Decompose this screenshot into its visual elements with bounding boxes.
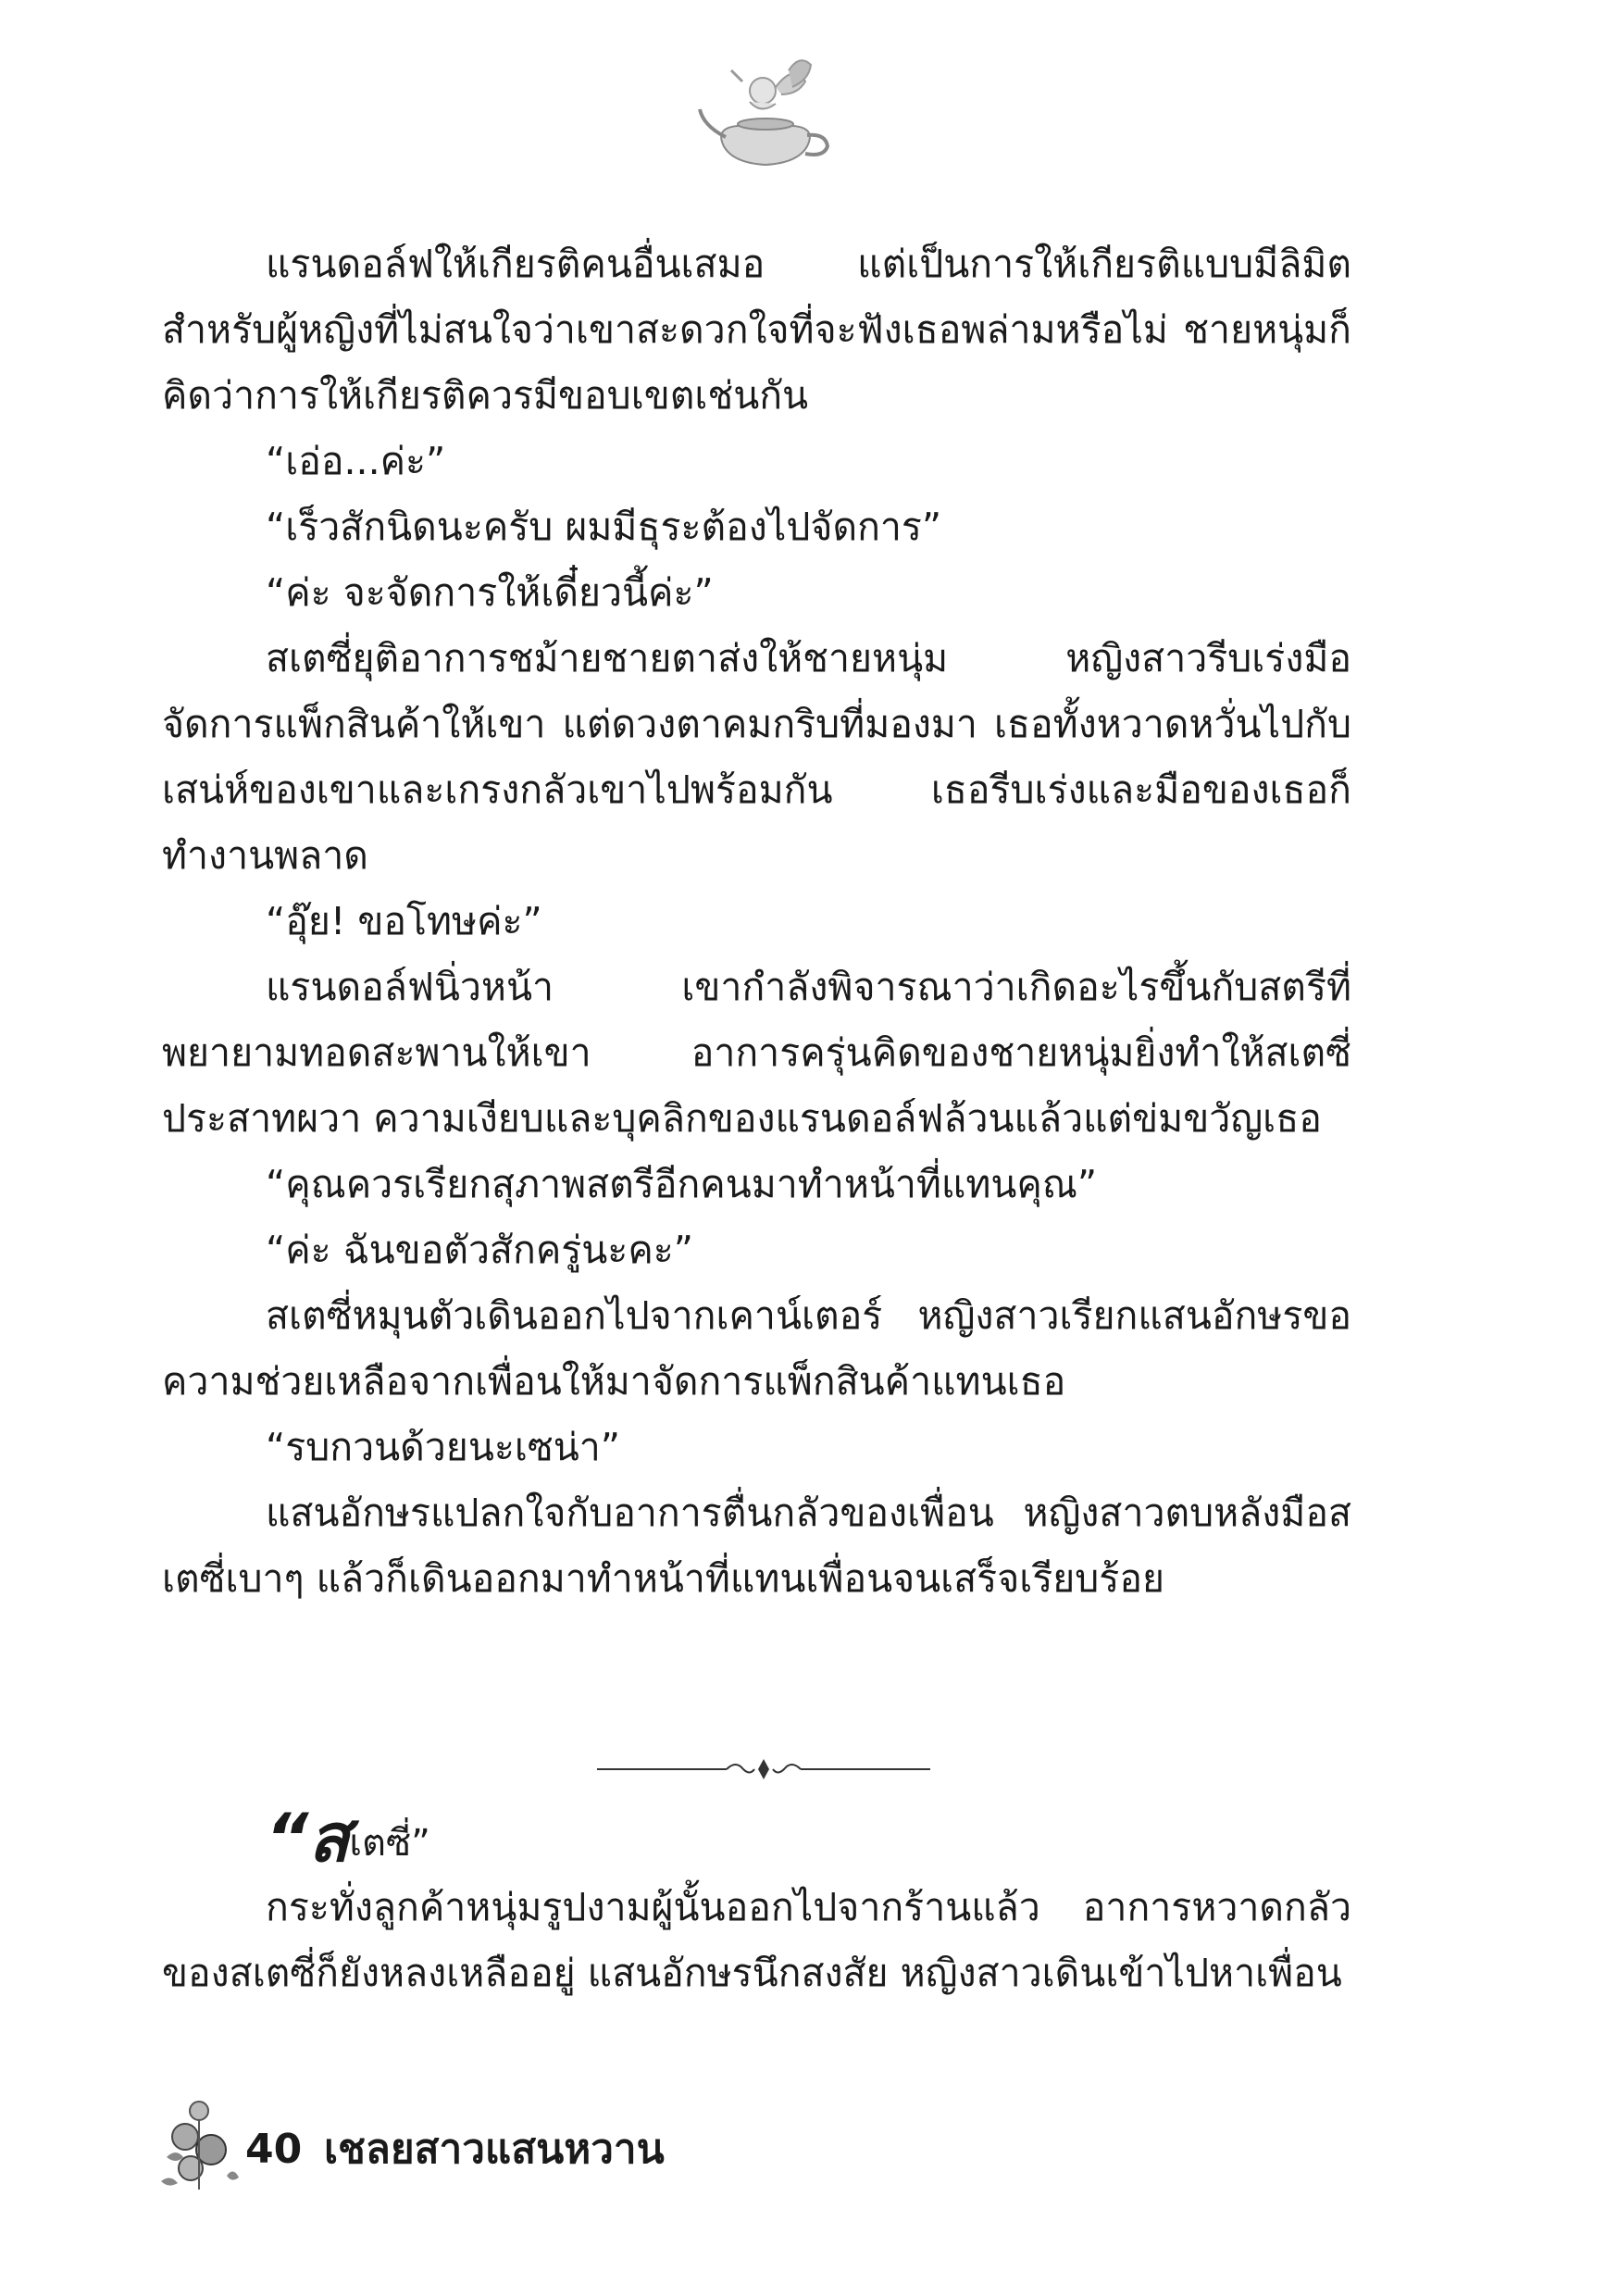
scene-divider-icon [597,1755,930,1783]
paragraph: แสนอักษรแปลกใจกับอาการตื่นกลัวของเพื่อน หญิงสาวตบหลังมือสเตซี่เบาๆ แล้วก็เดินออกมาทำหน้าที่แทนเพื่อนจนเสร็จเรียบร้อย [162,1491,1351,1601]
rose-ornament-icon [157,2092,241,2194]
body-text-continued [162,1875,1351,2006]
dialogue-line: “คุณควรเรียกสุภาพสตรีอีกคนมาทำหน้าที่แทนคุณ” [266,1162,1098,1206]
paragraph: แรนดอล์ฟให้เกียรติคนอื่นเสมอ แต่เป็นการให้เกียรติแบบมีลิมิตสำหรับผู้หญิงที่ไม่สนใจว่าเขาสะดวกใจที่จะฟังเธอพล่ามหรือไม่ ชายหนุ่มก็คิดว่าการให้เกียรติควรมีขอบเขตเช่นกัน [162,242,1351,418]
page-footer [157,2092,805,2194]
dialogue-line: “เอ่อ...ค่ะ” [266,439,446,483]
page-number: 40 [245,2126,303,2173]
dialogue-line: “รบกวนด้วยนะเซน่า” [266,1425,621,1469]
section-opening-rest: เตซี่” [349,1822,430,1865]
body-text [162,231,1351,1612]
section-opening [266,1799,430,1877]
drop-cap: “ส [266,1799,350,1877]
paragraph: สเตซี่หมุนตัวเดินออกไปจากเคาน์เตอร์ หญิงสาวเรียกแสนอักษรขอความช่วยเหลือจากเพื่อนให้มาจัดการแพ็กสินค้าแทนเธอ [162,1293,1351,1404]
cupid-teapot-ornament-icon [696,54,835,174]
paragraph: แรนดอล์ฟนิ่วหน้า เขากำลังพิจารณาว่าเกิดอะไรขึ้นกับสตรีที่พยายามทอดสะพานให้เขา อาการครุ่นคิดของชายหนุ่มยิ่งทำให้สเตซี่ประสาทผวา ความเงียบและบุคลิกของแรนดอล์ฟล้วนแล้วแต่ข่มขวัญเธอ [162,965,1351,1141]
paragraph: สเตซี่ยุติอาการชม้ายชายตาส่งให้ชายหนุ่ม หญิงสาวรีบเร่งมือจัดการแพ็กสินค้าให้เขา แต่ดวงตาคมกริบที่มองมา เธอทั้งหวาดหวั่นไปกับเสน่ห์ของเขาและเกรงกลัวเขาไปพร้อมกัน เธอรีบเร่งและมือของเธอก็ทำงานพลาด [162,636,1351,878]
dialogue-line: “อุ๊ย! ขอโทษค่ะ” [266,899,542,943]
dialogue-line: “เร็วสักนิดนะครับ ผมมีธุระต้องไปจัดการ” [266,505,942,549]
book-title: เชลยสาวแสนหวาน [324,2126,665,2173]
paragraph: กระทั่งลูกค้าหนุ่มรูปงามผู้นั้นออกไปจากร้านแล้ว อาการหวาดกลัวของสเตซี่ก็ยังหลงเหลืออยู่ แสนอักษรนึกสงสัย หญิงสาวเดินเข้าไปหาเพื่อน [162,1885,1351,1995]
dialogue-line: “ค่ะ จะจัดการให้เดี๋ยวนี้ค่ะ” [266,570,714,615]
dialogue-line: “ค่ะ ฉันขอตัวสักครู่นะคะ” [266,1228,694,1272]
